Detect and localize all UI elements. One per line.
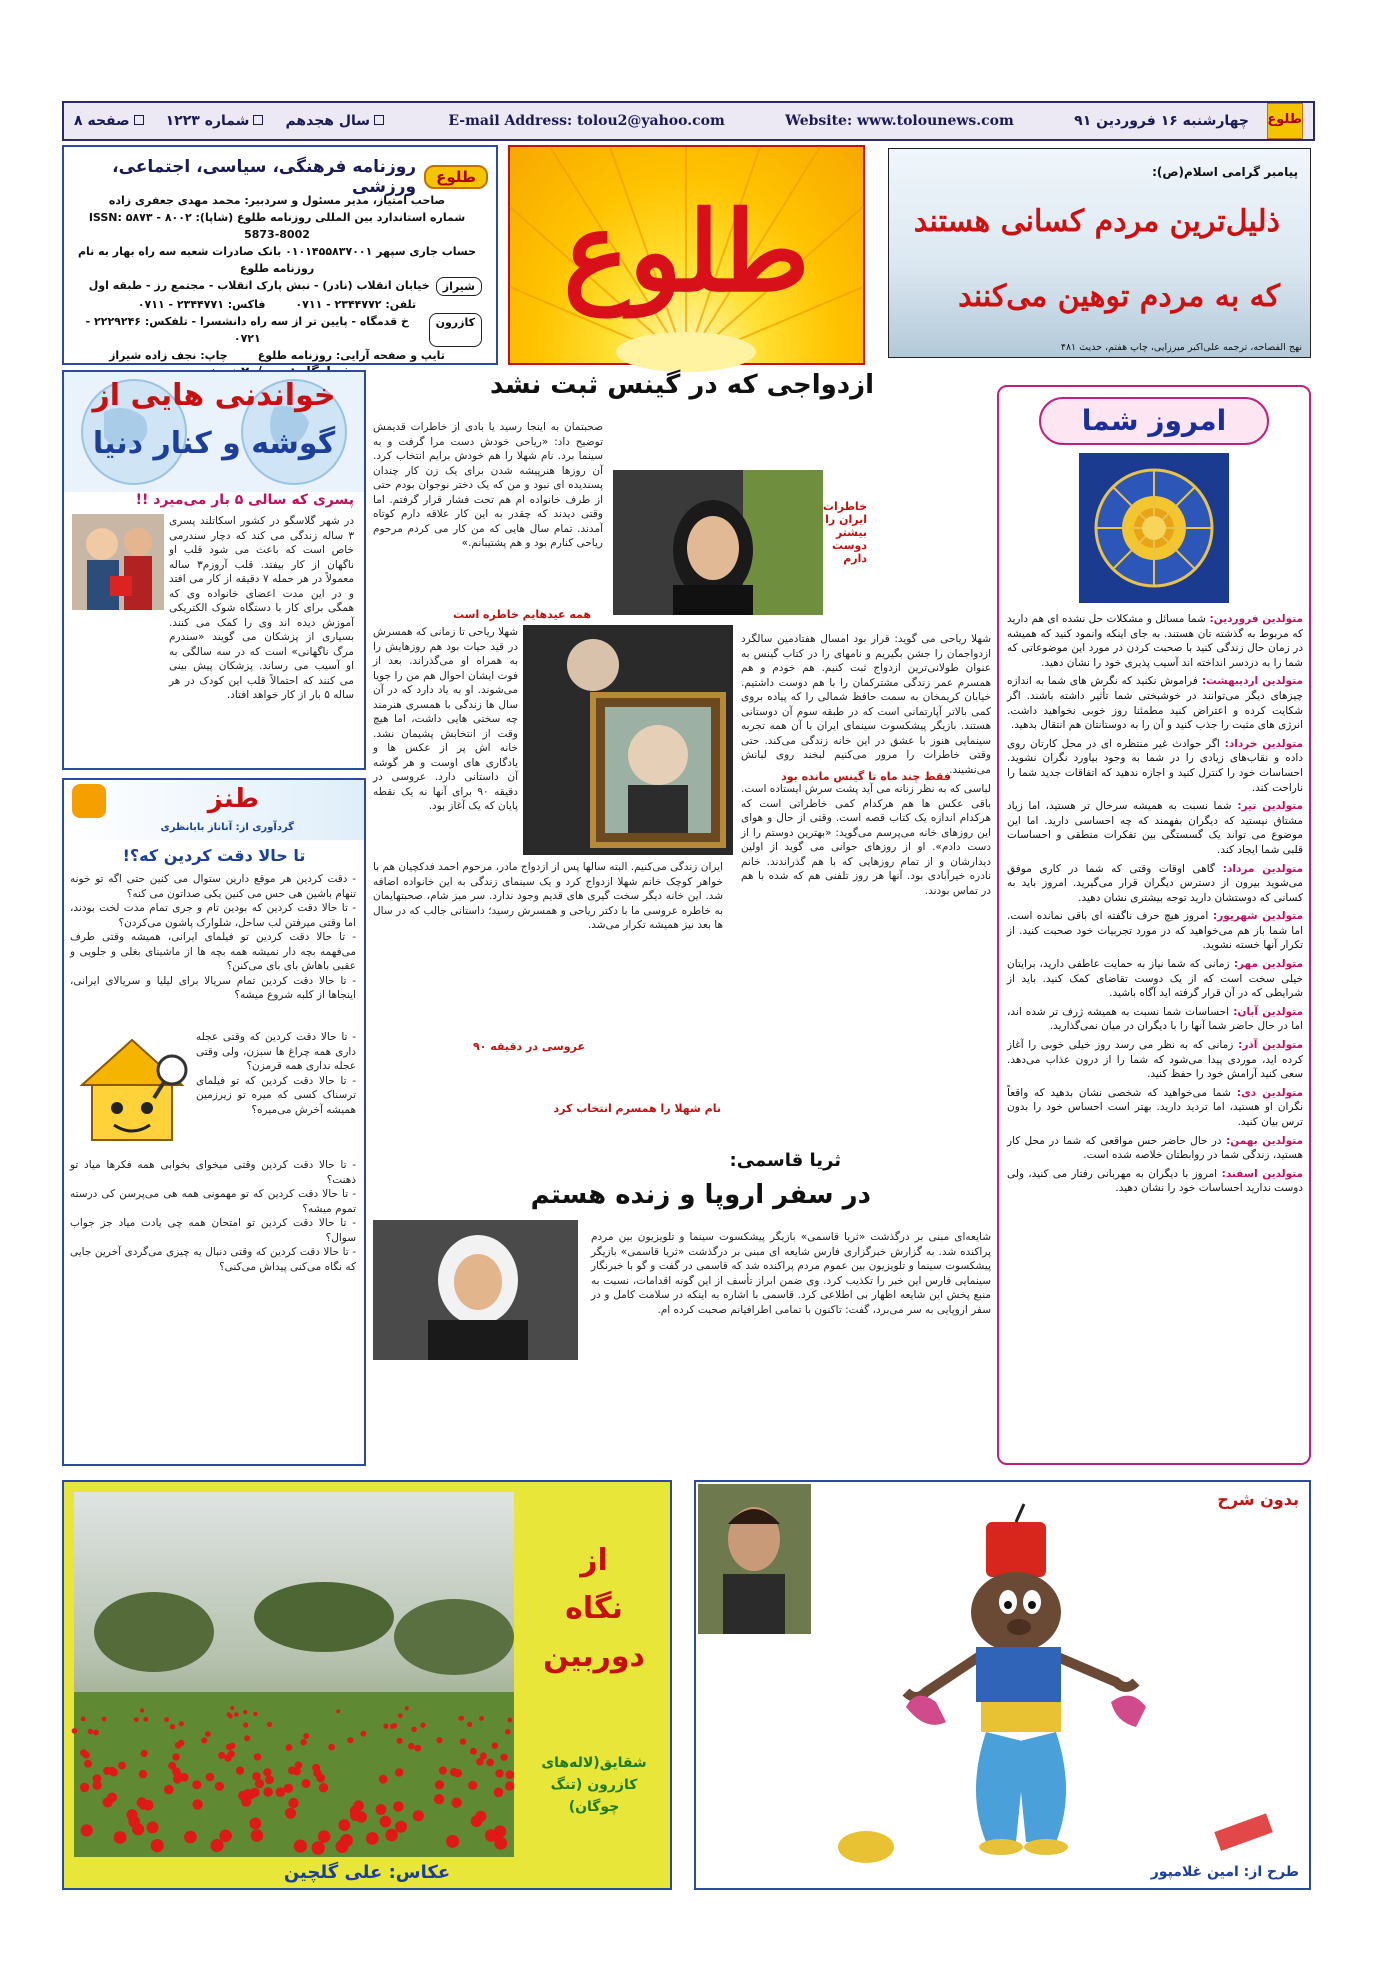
horoscope-sign: متولدین خرداد: [1219, 737, 1303, 750]
tulip-flower [238, 1791, 248, 1801]
tulip-flower [93, 1781, 102, 1790]
humor-list-side [196, 1030, 356, 1155]
tulip-flower [505, 1781, 514, 1790]
humor-editor: گردآوری از: آناناز بابانظری [160, 822, 294, 833]
article-col-a-top [816, 420, 991, 490]
tulip-flower [140, 1708, 144, 1712]
tulip-flower [380, 1816, 392, 1828]
photographer-credit: عکاس: علی گلچین [283, 1862, 451, 1883]
tulip-field-photo [74, 1492, 514, 1857]
cartoon-box [694, 1480, 1311, 1890]
tulip-flower [405, 1706, 409, 1710]
page-number: صفحه ۸ [74, 113, 148, 129]
tulip-flower [147, 1821, 159, 1833]
tulip-flower [253, 1712, 257, 1716]
horoscope-text: شما می‌خواهید که شخصی نشان بدهید که واقعاً نگران او هستید، اما تردید دارید. بهتر است احساس خود را بدون ترس بیان کنید. [1007, 1086, 1303, 1128]
tulip-flower [210, 1839, 223, 1852]
horoscope-text: زمانی که به نظر می رسد روز خیلی خوبی را آغاز کرده اید، موردی پیدا می‌شود که شما را از درون عذاب می‌دهد. سعی کنید آرامش خود را حفظ کنید. [1007, 1039, 1303, 1081]
tulip-flower [84, 1760, 92, 1768]
tulip-flower [397, 1738, 403, 1744]
tulip-flower [395, 1768, 403, 1776]
tulip-flower [81, 1824, 93, 1836]
tulip-flower [243, 1710, 247, 1714]
tulip-flower [318, 1830, 331, 1843]
tulip-flower [141, 1750, 148, 1757]
issn-line: شماره استاندارد بین المللی روزنامه طلوع (شاپا): ۸۰۰۲ - ۵۸۷۳ ISSN: 5873-8002 [88, 211, 466, 241]
world-news-title-1: خواندنی هایی از [92, 378, 336, 413]
humor-item: - تا حالا دقت کردین تو فیلمای ایرانی، همیشه وقتی طرف می‌فهمه بچه دار نمیشه همه بچه ها از ماشینای بغلی و جلویی و عقبی باهاش بای بای می‌کنن؟ [70, 931, 356, 972]
world-news-body-top: در شهر گلاسگو در کشور اسکاتلند پسری ۳ ساله زندگی می کند که دچار سندرمی خاص است که باعث می شود قلب او ناگهان از کار بیفتد. قلب آروزم۳ ساله معمولاً در هر حمله ۷ دقیقه از کار می افتد و در این مدت اعضای خانواده وی که همگی برای کار با دستگاه شوک الکتریکی آموزش دیده اند وی را کمک می کنند. بسیاری از پزشکان می گویند «سندرم مرگ ناگهانی» است که در سه سالگی به او آسیب می رساند. پزشکان پیش بینی می کنند که احتمالاً قلب این کودک در هر ساله ۵ بار از کار خواهد افتاد. [169, 515, 355, 701]
tulip-flower [276, 1787, 286, 1797]
tulip-flower [139, 1770, 147, 1778]
kazeroon-address-row [72, 313, 482, 347]
humor-item: - دقت کردین هر موقع دارین ستوال می کنین حتی اگه تو خونه تنهام باشین هی حس می کنین یکی صداتون می کنه؟ [70, 873, 356, 900]
shahla-riahi-photo [613, 470, 823, 615]
masthead-title-row [64, 157, 488, 197]
tulip-flower [267, 1722, 272, 1727]
subhead-wedding: عروسی در دقیقه ۹۰ [473, 1040, 585, 1053]
horoscope-item [1007, 674, 1303, 732]
tulip-flower [201, 1737, 207, 1743]
tulip-flower [303, 1733, 309, 1739]
horoscope-sign: متولدین آبان: [1229, 1005, 1303, 1018]
tulip-flower [450, 1768, 458, 1776]
world-news-title-2: گوشه و کنار دنیا [92, 426, 336, 461]
tulip-flower [336, 1709, 340, 1713]
tulip-flower [72, 1728, 78, 1734]
hadith-box [888, 148, 1311, 358]
tulip-flower [335, 1840, 348, 1853]
tulip-flower [379, 1775, 388, 1784]
tulip-flower [107, 1793, 117, 1803]
tulip-flower [413, 1810, 424, 1821]
tulip-flower [500, 1754, 507, 1761]
sub-article-body: شایعه‌ای مبنی بر درگذشت «ثریا قاسمی» بازیگر پیشکسوت سینما و تلویزیون بین مردم پراکنده شد. به گزارش خبرگزاری فارس شایعه ای مبنی بر درگذشت «ثریا قاسمی» بازیگر پیشکسوت سینما و تلویزیون بین عموم مردم پراکنده شد که قاسمی در گفت و گو با خبرنگار سینمایی فارس این خبر را تکذیب کرد. وی ضمن ابراز تأسف از این گونه اقدامات، نسبت به منبع پخش این شایعه اظهار بی اطلاعی کرد. قاسمی با اشاره به اینکه در سلامت کامل و در سفر اروپایی به سر می‌برد، گفت: تاکنون با تمامی اطرافیانم صحبت کرده ام. [591, 1231, 991, 1316]
tulip-flower [420, 1723, 425, 1728]
tulip-flower [218, 1752, 225, 1759]
horoscope-item [1007, 1167, 1303, 1196]
horoscope-item [1007, 737, 1303, 795]
tulip-flower [93, 1730, 99, 1736]
article-col-c: صحبتمان به اینجا رسید یا بادی از خاطرات قدیمش توضیح داد: «ریاحی خودش دست مرا گرفت و به سینما برد. نام شهلا را هم خودش برایم انتخاب کرد. آن روزها هنرپیشه شدن برای یک زن کار چندان پسندیده ای نبود و من که یک دختر نوجوان بودم حتی از طرف خانواده ام هم تحت فشار قرار گرفتم. اما وقتی دیدند که چقدر به این کار علاقه دارم کوتاه آمدند. تمام سال هایی که من کار می کردم مرحوم ریاحی کنارم بود و هم پشتیبانم.» [373, 421, 603, 549]
tulip-flower [179, 1721, 184, 1726]
humor-list-bottom [70, 1158, 356, 1460]
tulip-flower [184, 1831, 197, 1844]
world-news-headline: پسری که سالی ۵ بار می‌میرد !! [135, 492, 354, 508]
cartoon-drawing [836, 1502, 1296, 1882]
tulip-flower [446, 1835, 459, 1848]
humor-item: - تا حالا دقت کردین که تو مهمونی همه هی می‌پرسن کی درسته تموم میشه؟ [70, 1188, 356, 1215]
tulip-flower [180, 1773, 189, 1782]
tulip-flower [288, 1766, 296, 1774]
tulip-flower [411, 1727, 416, 1732]
horoscope-item [1007, 957, 1303, 1001]
tulip-flower [108, 1767, 116, 1775]
tulip-flower [215, 1782, 224, 1791]
article-col-b: لباسی که به نظر زنانه می آید پشت سرش ایستاده است. باقی عکس ها هم هرکدام کمی خاطراتی است که هرکدام اندازه یک کتاب قصه است. وقتی از حال و هوای این روزهای خانه می‌پرسم می‌گوید: «بهترین دوستم را از دست دادم». او از روزهای جوانی می گوید از اولین دیدارشان و از تمام روزهایی که با هم گذراندند. خانم نادره خیرآبادی بود. آنها هر روز تلفنی هم که شده با هم در تماس بودند. [741, 783, 991, 897]
hadith-source: پیامبر گرامی اسلام(ص): [1152, 165, 1298, 179]
tulip-flower [236, 1767, 244, 1775]
tulip-flower [439, 1767, 447, 1775]
horoscope-item [1007, 612, 1303, 670]
camera-view-title-1: از [580, 1543, 608, 1578]
tulip-flower [486, 1759, 494, 1767]
main-logo [508, 145, 865, 365]
tulip-flower [494, 1788, 504, 1798]
tulip-flower [219, 1830, 232, 1843]
masthead-info [72, 192, 482, 381]
cartoon-title: بدون شرح [1217, 1490, 1299, 1509]
tulip-flower [294, 1840, 307, 1853]
tulip-flower [451, 1798, 461, 1808]
horoscope-text: احساسات شما نسبت به همیشه ژرف تر شده اند، اما در حال حاضر شما آنها را با دیگران در میان نمی‌گذارید. [1007, 1005, 1303, 1033]
shiraz-address: خیابان انقلاب (نادر) - نبش پارک انقلاب - مجتمع رز - طبقه اول [88, 279, 430, 292]
shiraz-label: شیراز [436, 277, 482, 296]
caption-1: همه عیدهایم خاطره است [453, 608, 592, 621]
photo-location: شقایق(لاله‌های کازرون (تنگ چوگان) [541, 1755, 647, 1815]
tulip-flower [263, 1787, 273, 1797]
tulip-flower [227, 1712, 231, 1716]
tulip-flower [80, 1783, 89, 1792]
hadith-line-1: ذلیل‌ترین مردم کسانی هستند [913, 204, 1280, 239]
humor-item: - تا حالا دقت کردین که تو فیلمای ترسناک کسی که میره تو زیرزمین همیشه آخرش می‌میره؟ [196, 1074, 356, 1116]
tulip-flower [151, 1839, 164, 1852]
horoscope-text: گاهی اوقات وقتی که شما در کاری موفق می‌شوید بیرون از دسترس دیگران قرار می‌گیرید. امروز باید به کسانی که دوستشان دارید توجه بیشتری نشان دهید. [1007, 862, 1303, 904]
tulip-flower [102, 1717, 107, 1722]
logo-wordmark: طلوع [563, 187, 810, 316]
soraya-ghasemi-photo [373, 1220, 578, 1360]
tulip-flower [128, 1816, 140, 1828]
masthead-box [62, 145, 498, 365]
bullet-icon [134, 115, 144, 125]
tulip-flower [350, 1806, 361, 1817]
humor-item: - تا حالا دقت کردین تو امتحان همه چی یادت میاد جز جواب سوال؟ [70, 1217, 356, 1244]
tulip-flower [436, 1737, 442, 1743]
humor-headline: تا حالا دقت کردین که؟! [122, 846, 306, 865]
tulip-flower [495, 1769, 503, 1777]
horoscope-item [1007, 799, 1303, 857]
horoscope-item [1007, 1086, 1303, 1130]
kazeroon-label: کازرون [429, 313, 482, 347]
tulip-flower [83, 1751, 90, 1758]
humor-list-top [70, 872, 356, 1028]
tulip-flower [398, 1714, 403, 1719]
tulip-flower [435, 1780, 444, 1789]
horoscope-text: فراموش نکنید که نگرش های شما به اندازه چیزهای دیگر می‌توانند در خوشبختی شما تأثیر داشته باشند. اگر شکایت کرده و اعتراض کنید مطمئنا روز خوبی نخواهید داشت. انرژی های مثبت را جذب کنید و آن را به دوستانتان هم انتقال بدهید. [1007, 675, 1303, 732]
camera-view-title-3: دوربین [543, 1639, 645, 1674]
kazeroon-address: خ قدمگاه - پایین تر از سه راه دانشسرا - تلفکس: ۲۲۲۹۲۴۶ - ۰۷۲۱ [85, 315, 409, 345]
tulip-flower [192, 1780, 201, 1789]
horoscope-item [1007, 1038, 1303, 1082]
tulip-flower [134, 1717, 139, 1722]
cartoon-credit: طرح از: امین غلامپور [1150, 1864, 1299, 1880]
tulip-flower [228, 1750, 235, 1757]
tulip-flower [114, 1831, 127, 1844]
humor-title: طنز [207, 784, 259, 814]
humor-item: - تا حالا دقت کردین وقتی میخوای بخوابی همه فکرها میاد تو ذهنت؟ [70, 1159, 356, 1186]
masthead-title: روزنامه فرهنگی، سیاسی، اجتماعی، ورزشی [112, 157, 417, 197]
issue-number: شماره ۱۲۲۳ [166, 113, 268, 129]
sub-article-kicker: ثریا قاسمی: [729, 1150, 841, 1171]
tulip-flower [395, 1821, 407, 1833]
masthead-badge: طلوع [424, 165, 488, 189]
tulip-flower [376, 1804, 387, 1815]
tulip-flower [366, 1832, 379, 1845]
article-col-e: ایران زندگی می‌کنیم. البته سالها پس از ازدواج مادر، مرحوم احمد فدکچیان هم با خواهر کوچک خانم شهلا ازدواج کرد و یک سینمای زندگی به این خانواده اضافه شد. این خانه دیگر سخت گیری های قدیم وجود ندارد. سر میز شام، صحبتهایمان به خاطره عروسی ما با دکتر ریاحی و همسرش رسید؛ داستانی جالب که در سال ها بعد نیز همیشه تکرار می‌شد. [373, 861, 723, 931]
horoscope-title: امروز شما [1039, 397, 1269, 445]
camera-view-box [62, 1480, 672, 1890]
tulip-flower [460, 1738, 466, 1744]
tulip-flower [479, 1716, 484, 1721]
tulip-flower [288, 1798, 298, 1808]
subhead-guinness: فقط چند ماه تا گینس مانده بود [781, 770, 951, 783]
print-row [72, 347, 482, 364]
horoscope-sign: متولدین آذر: [1233, 1039, 1303, 1052]
tulip-flower [390, 1724, 395, 1729]
humor-box [62, 778, 366, 1466]
tulip-flower [385, 1829, 398, 1842]
horoscope-sign: متولدین اردیبهشت: [1197, 675, 1303, 688]
horoscope-box [997, 385, 1311, 1465]
tulip-flower [459, 1716, 464, 1721]
tulip-flower [313, 1769, 321, 1777]
humor-item: - تا حالا دقت کردین تمام سریالا برای لیلیا و سریالای ایرانی، اینجاها از کلبه شروع میشه؟ [70, 974, 356, 1001]
tulip-flower [88, 1729, 94, 1735]
horoscope-item [1007, 909, 1303, 953]
horoscope-text: اگر حوادث غیر منتظره ای در محل کارتان روی داده و نقاب‌های زیادی را در شما به وجود بیاورد نگران نشوید. احساسات خود را کنترل کنید و اجازه ندهید که اتفاقات جدید شما را ناراحت کند. [1007, 737, 1303, 794]
tulip-flower [360, 1731, 366, 1737]
tulip-flower [347, 1737, 353, 1743]
world-news-box [62, 370, 366, 770]
horoscope-text: امروز با دیگران به مهربانی رفتار می کنید، ولی دوست ندارید احساسات خود را نشان دهید. [1007, 1167, 1303, 1195]
tulip-flower [143, 1717, 148, 1722]
boy-photo [72, 514, 164, 610]
horoscope-list [1007, 612, 1303, 1457]
email-link[interactable]: E-mail Address: tolou2@yahoo.com [448, 113, 725, 129]
header-logo: طلوع [1267, 103, 1303, 139]
cartoon-house-with-magnifier [72, 1030, 192, 1150]
humor-item: - تا حالا دقت کردین که بودین تام و جری تمام مدت لخت بودند، اما وقتی میرفتن لب ساحل، شلوارک پاشون می‌کردن؟ [70, 902, 356, 929]
bank-line: حساب جاری سپهر ۰۱۰۱۴۵۵۸۳۷۰۰۱ بانک صادرات شعبه سه راه بهار به نام روزنامه طلوع [77, 245, 477, 275]
tulip-flower [492, 1742, 499, 1749]
tulip-flower [295, 1761, 303, 1769]
tulip-flower [300, 1739, 306, 1745]
main-article [373, 370, 991, 1470]
horoscope-sign: متولدین فروردین: [1205, 613, 1303, 625]
tulip-flower [170, 1724, 175, 1729]
tulip-flower [475, 1811, 486, 1822]
tulip-flower [383, 1724, 388, 1729]
fax-number: فاکس: ۲۳۴۴۷۷۱ - ۰۷۱۱ [137, 298, 266, 311]
zodiac-image [1079, 453, 1229, 603]
artist-photo [698, 1484, 811, 1634]
tulip-flower [328, 1744, 335, 1751]
hadith-reference: نهج الفصاحه، ترجمه علی‌اکبر میرزایی، چاپ هفتم، حدیث ۴۸۱ [1060, 342, 1302, 353]
horoscope-sign: متولدین دی: [1230, 1086, 1303, 1099]
tulip-flower [302, 1779, 311, 1788]
camera-view-title-2: نگاه [565, 1591, 623, 1626]
pull-quote-1: خاطرات ایران را بیشتر دوست دارم [822, 500, 867, 565]
tulip-flower [434, 1794, 444, 1804]
tulip-flower [414, 1745, 421, 1752]
world-news-body-bottom [70, 614, 354, 764]
tulip-flower [118, 1762, 126, 1770]
horoscope-sign: متولدین مهر: [1229, 958, 1303, 971]
print-credit: چاپ: نجف زاده شیراز [109, 349, 228, 362]
tulip-flower [505, 1729, 511, 1735]
year-label: سال هجدهم [285, 113, 388, 129]
article-col-a-mid [873, 492, 991, 632]
article-col-d: شهلا ریاحی تا زمانی که همسرش در قید حیات بود هم روزهایش را به همراه او می‌گذراند. بعد از فوت ایشان احوال هم من را جویا می‌شوند. او به یاد دارد که در آن سال ها زندگی با همسری هنرمند چه سختی هایی داشت، اما هیچ وقت از انتخابش پشیمان نشد. خانه اش پر از عکس ها و یادگاری های اوست و هر گوشه آن داستانی دارد. عروسی در دقیقه ۹۰ برای آنها نه یک نقطه پایان که یک آغاز بود. [373, 626, 518, 812]
bullet-icon [374, 115, 384, 125]
hadith-line-2: که به مردم توهین می‌کنند [958, 279, 1280, 314]
horoscope-text: امروز هیچ حرف ناگفته ای باقی نمانده است. اما شما باز هم می‌خواهید که در مورد تجربیات خود صحبت کنید. از تکرار آنها خسته نشوید. [1007, 910, 1303, 952]
tulip-flower [168, 1762, 176, 1770]
bullet-icon [253, 115, 263, 125]
website-link[interactable]: Website: www.tolounews.com [785, 113, 1014, 129]
article-col-a-bottom: شهلا ریاحی می گوید: قرار بود امسال هفتادمین سالگرد ازدواجمان را جشن بگیریم و نامهای را در کتاب گینس به عنوان طولانی‌ترین ازدواج ثبت کنیم. هم خودم و هم همسرم عمر زندگی مشترکمان را با هم دوست داشتیم. خیابان کریمخان به سمت حافظ شمالی را که پیاده بروی کمی بالاتر آپارتمانی است که در طبقه سوم آن دوستانی هستند. بازیگر پیشکسوت سینمای ایران با آن همه تجربه سینمایی هنوز با عشق در این خانه زندگی می‌کند. حتی وقتی خاطرات را مرور می‌کنیم لبخند روی لبانش می‌نشیند. [741, 633, 991, 776]
typing-credit: تایپ و صفحه آرایی: روزنامه طلوع [257, 349, 445, 362]
tulip-flower [506, 1770, 515, 1779]
tulip-flower [265, 1775, 274, 1784]
humor-logo-icon [72, 784, 106, 818]
horoscope-sign: متولدین بهمن: [1221, 1134, 1303, 1147]
tulip-flower [393, 1801, 404, 1812]
camera-view-title [524, 1537, 664, 1681]
sub-article-title: در سفر اروپا و زنده هستم [530, 1180, 871, 1210]
subhead-name: نام شهلا را همسرم انتخاب کرد [553, 1102, 721, 1115]
horoscope-text: شما نسبت به همیشه سرحال تر هستید، اما زیاد مشتاق نیستید که دیگران بفهمند که چه احساسی دارید. اما این موضوع می تواند یک گسستگی بین تفکرات منطقی و احساسات قلبی شما ایجاد کند. [1007, 800, 1303, 856]
horoscope-text: زمانی که شما نیاز به حمایت عاطفی دارید، برایتان خیلی سخت است که از یک دوست تقاضای کمک کنید. باید از شرایطی که در آن قرار گرفته اید آگاه باشید. [1007, 958, 1303, 1000]
horoscope-sign: متولدین اسفند: [1217, 1167, 1303, 1180]
tulip-flower [249, 1818, 261, 1830]
horoscope-item [1007, 862, 1303, 906]
tulip-flower [319, 1783, 328, 1792]
article-col-e-bottom [373, 1060, 723, 1140]
horoscope-sign: متولدین شهریور: [1208, 910, 1303, 923]
portrait-frame-photo [523, 625, 733, 855]
main-headline: ازدواجی که در گینس ثبت نشد [489, 370, 875, 400]
horoscope-sign: متولدین تیر: [1231, 800, 1303, 813]
tulip-flower [164, 1785, 174, 1795]
tulip-flower [286, 1744, 293, 1751]
tulip-flower [467, 1722, 472, 1727]
tulip-flower [243, 1722, 248, 1727]
tulip-flower [234, 1712, 239, 1717]
tulip-flower [485, 1829, 498, 1842]
phone-number: تلفن: ۲۳۴۴۷۷۲ - ۰۷۱۱ [295, 298, 417, 311]
horoscope-item [1007, 1005, 1303, 1034]
tulip-flower [408, 1743, 415, 1750]
horoscope-text: شما مسائل و مشکلات حل نشده ای هم دارید که مربوط به گذشته تان هستند. به جای اینکه وانمود کنید که همیشه در زمان حال زندگی کنید با صحبت کردن در مورد این موضوعاتی که شما را به دردسر انداخته اند آسیب پذیری خود را نشان دهید. [1007, 613, 1303, 669]
tulip-flower [206, 1773, 215, 1782]
tulip-flower [285, 1808, 296, 1819]
tulip-flower [230, 1706, 234, 1710]
tulip-flower [205, 1731, 211, 1737]
horoscope-text: در حال حاضر حس مواقعی که شما در محل کار هستید، زندگی شما در روابطتان خلاصه شده است. [1007, 1134, 1303, 1162]
article-col-b-bottom [741, 1040, 991, 1140]
tulip-flower [470, 1748, 477, 1755]
tulip-flower [255, 1779, 264, 1788]
publisher-line: صاحب امتیاز، مدیر مسئول و سردبیر: محمد مهدی جعفری زاده [108, 194, 446, 207]
tulip-flower [178, 1740, 184, 1746]
tulip-flower [312, 1841, 325, 1854]
tulip-flower [254, 1753, 261, 1760]
tulip-flower [338, 1819, 350, 1831]
humor-item: - تا حالا دقت کردین که وقتی دنبال یه چیزی می‌گردی آخرین جایی که نگاه می‌کنی پیداش می‌کنی؟ [70, 1246, 356, 1273]
tulip-flower [172, 1753, 179, 1760]
phone-row [72, 296, 482, 313]
horoscope-item [1007, 1134, 1303, 1163]
tulip-flower [507, 1718, 512, 1723]
tulip-flower [244, 1735, 250, 1741]
tulip-flower [468, 1781, 477, 1790]
tulip-flower [164, 1717, 169, 1722]
header-strip [62, 101, 1315, 141]
tulip-flower [476, 1758, 484, 1766]
issue-date: چهارشنبه ۱۶ فروردین ۹۱ [1074, 113, 1249, 129]
tulip-flower [192, 1799, 202, 1809]
tulip-flower [226, 1744, 233, 1751]
tulip-flower [251, 1829, 264, 1842]
tulip-flower [81, 1717, 86, 1722]
tulip-flower [263, 1768, 271, 1776]
horoscope-sign: متولدین مرداد: [1214, 862, 1303, 875]
tulip-flower [143, 1800, 154, 1811]
shiraz-address-row [72, 277, 482, 296]
humor-item: - تا حالا دقت کردین که وقتی عجله داری همه چراغ ها سبزن، ولی وقتی عجله نداری همه قرمزن؟ [196, 1031, 356, 1072]
